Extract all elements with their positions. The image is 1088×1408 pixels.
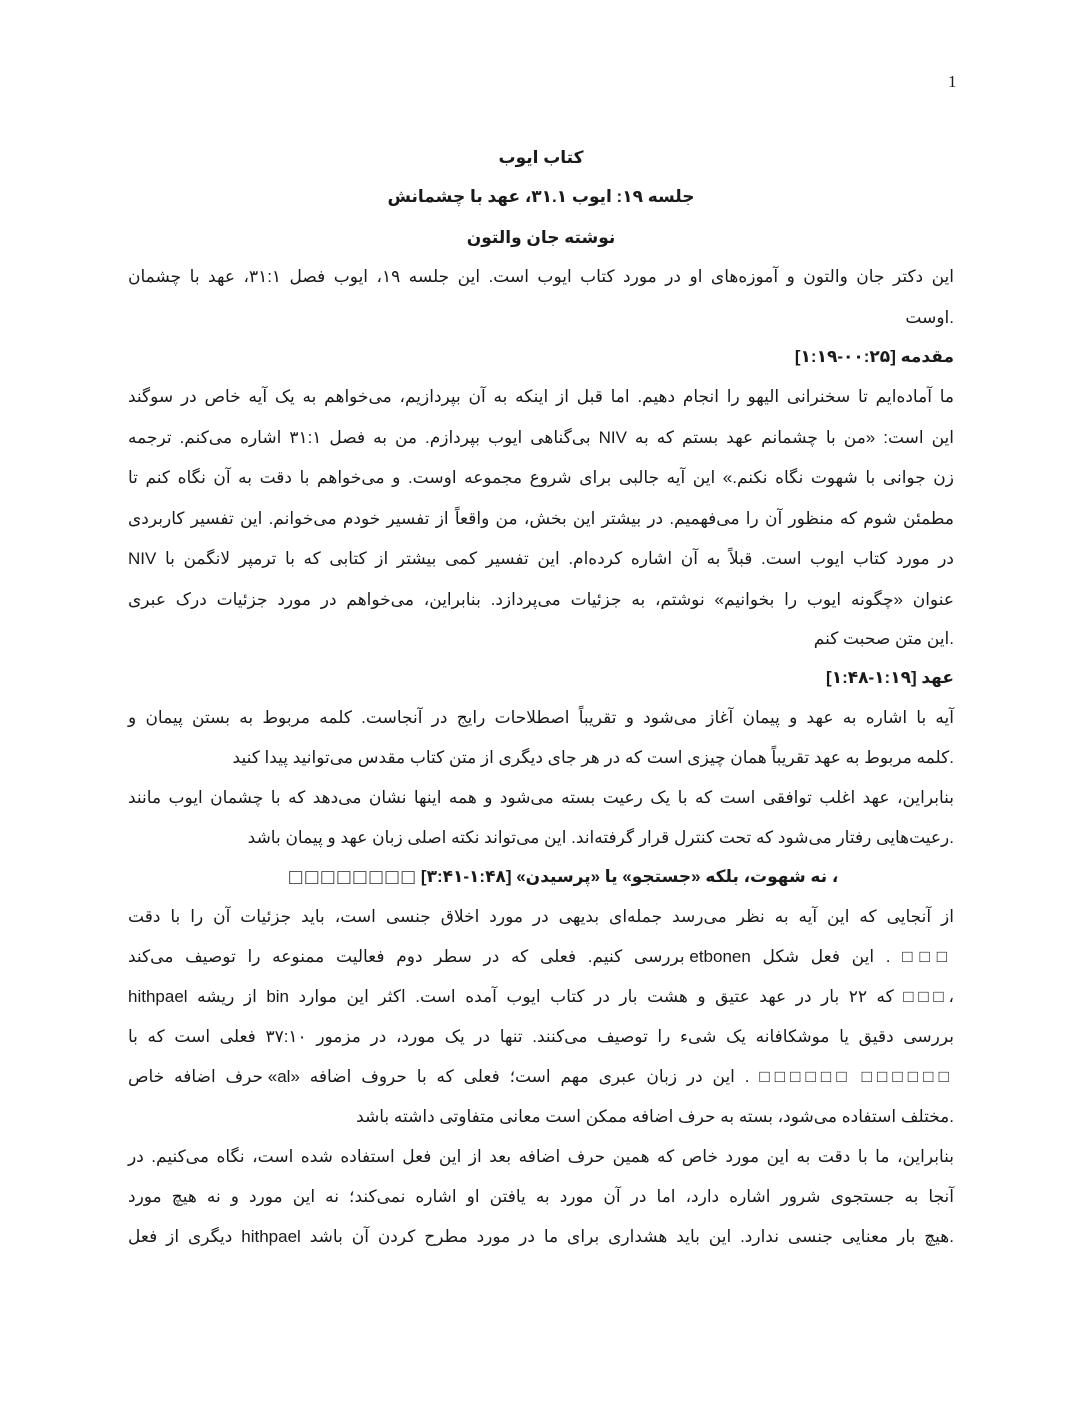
paragraph-line: عنوان «چگونه ایوب را بخوانیم» نوشتم، به جزئیات می‌پردازد. بنابراین، می‌خواهم در مورد جزئیات درک عبری xyxy=(128,590,954,609)
paragraph-line: .این متن صحبت کنم xyxy=(813,629,954,648)
paragraph-line: آیه با اشاره به عهد و پیمان آغاز می‌شود و تقریباً اصطلاحات رایج در آنجاست. کلمه مربوط به بستن پیمان و xyxy=(128,708,954,727)
paragraph-line: بنابراین، عهد اغلب توافقی است که با یک رعیت بسته می‌شود و همه اینها نشان می‌دهد که با چشمان ایوب مانند xyxy=(128,788,954,807)
paragraph-line: بررسی دقیق یا موشکافانه یک شیء را توصیف می‌کنند. تنها در یک مورد، در مزمور ۳۷:۱۰ فعلی است که با xyxy=(128,1027,955,1046)
session-title: جلسه ۱۹: ایوب ۳۱.۱، عهد با چشمانش xyxy=(387,187,695,206)
author-line: نوشته جان والتون xyxy=(466,228,616,247)
paragraph-line: □□□□□□ □□□□□□ . این در زبان عبری مهم است؛ فعلی که با حروف اضافه «al» حرف اضافه خاص xyxy=(128,1067,954,1086)
paragraph-line: .مختلف استفاده می‌شود، بسته به حرف اضافه ممکن است معانی متفاوتی داشته باشد xyxy=(356,1107,954,1126)
paragraph-line: □□□ . این فعل شکل etbonen بررسی کنیم. فعلی که در سطر دوم فعالیت ممنوعه را توصیف می‌کند xyxy=(128,947,955,966)
paragraph-line: در مورد کتاب ایوب است. قبلاً به آن اشاره کرده‌ام. این تفسیر کمی بیشتر از کتابی که با ترمپر لانگمن با NIV xyxy=(128,549,954,568)
missing-glyph-boxes: □□□□□□□□ xyxy=(287,867,417,887)
paragraph-line: .هیچ بار معنایی جنسی ندارد. این باید هشداری برای ما در مورد مطرح کردن آن باشد hithpael دیگری از فعل xyxy=(128,1227,955,1246)
section-heading-covenant: عهد [۱:۱۹-۱:۴۸] xyxy=(826,668,954,687)
paragraph-line: .رعیت‌هایی رفتار می‌شود که تحت کنترل قرار گرفته‌اند. این می‌تواند نکته اصلی زبان عهد و پیمان باشد xyxy=(247,828,954,847)
paragraph-line: این است: «من با چشمانم عهد بستم که به NIV بی‌گناهی ایوب بپردازم. من به فصل ۳۱:۱ اشاره می‌کنم. ترجمه xyxy=(128,428,954,447)
page-number: 1 xyxy=(948,72,957,91)
paragraph-line: ،□□□ که ۲۲ بار در عهد عتیق و هشت بار در کتاب ایوب آمده است. اکثر این موارد bin از ریشه hithpael xyxy=(128,987,954,1006)
paragraph-line: آنجا به جستجوی شرور اشاره دارد، اما در آن مورد به یافتن او اشاره نمی‌کند؛ نه این مورد و نه هیچ مورد xyxy=(128,1187,954,1206)
section-heading-seeking xyxy=(150,865,976,889)
book-title: کتاب ایوب xyxy=(498,148,584,167)
heading-text: ، نه شهوت، بلکه «جستجو» یا «پرسیدن» [۱:۴۸-۳:۴۱] xyxy=(420,867,839,886)
paragraph-line: مطمئن شوم که منظور آن را می‌فهمیم. در بیشتر این بخش، من واقعاً از تفسیر خودم می‌خوانم. این تفسیر کاربردی xyxy=(128,509,954,528)
paragraph-line: ما آماده‌ایم تا سخنرانی الیهو را انجام دهیم. اما قبل از اینکه به آن بپردازیم، می‌خواهم به یک آیه خاص در سوگند xyxy=(128,387,954,406)
intro-line: .اوست xyxy=(905,308,954,327)
section-heading-intro: مقدمه [۰۰:۲۵-۱:۱۹] xyxy=(794,347,954,366)
paragraph-line: بنابراین، ما با دقت به این مورد خاص که همین حرف اضافه بعد از این فعل استفاده شده است، نگاه می‌کنیم. در xyxy=(128,1147,954,1166)
intro-line: این دکتر جان والتون و آموزه‌های او در مورد کتاب ایوب است. این جلسه ۱۹، ایوب فصل ۳۱:۱، عهد با چشمان xyxy=(128,267,954,286)
paragraph-line: .کلمه مربوط به عهد تقریباً همان چیزی است که در هر جای دیگری از متن کتاب مقدس می‌توانید پیدا کنید xyxy=(232,748,954,767)
paragraph-line: زن جوانی با شهوت نگاه نکنم.» این آیه جالبی برای شروع مجموعه اوست. و می‌خواهم با دقت به آن نگاه کنم تا xyxy=(128,468,954,487)
paragraph-line: از آنجایی که این آیه به نظر می‌رسد جمله‌ای بدیهی در مورد اخلاق جنسی است، باید جزئیات آن را با دقت xyxy=(128,907,954,926)
